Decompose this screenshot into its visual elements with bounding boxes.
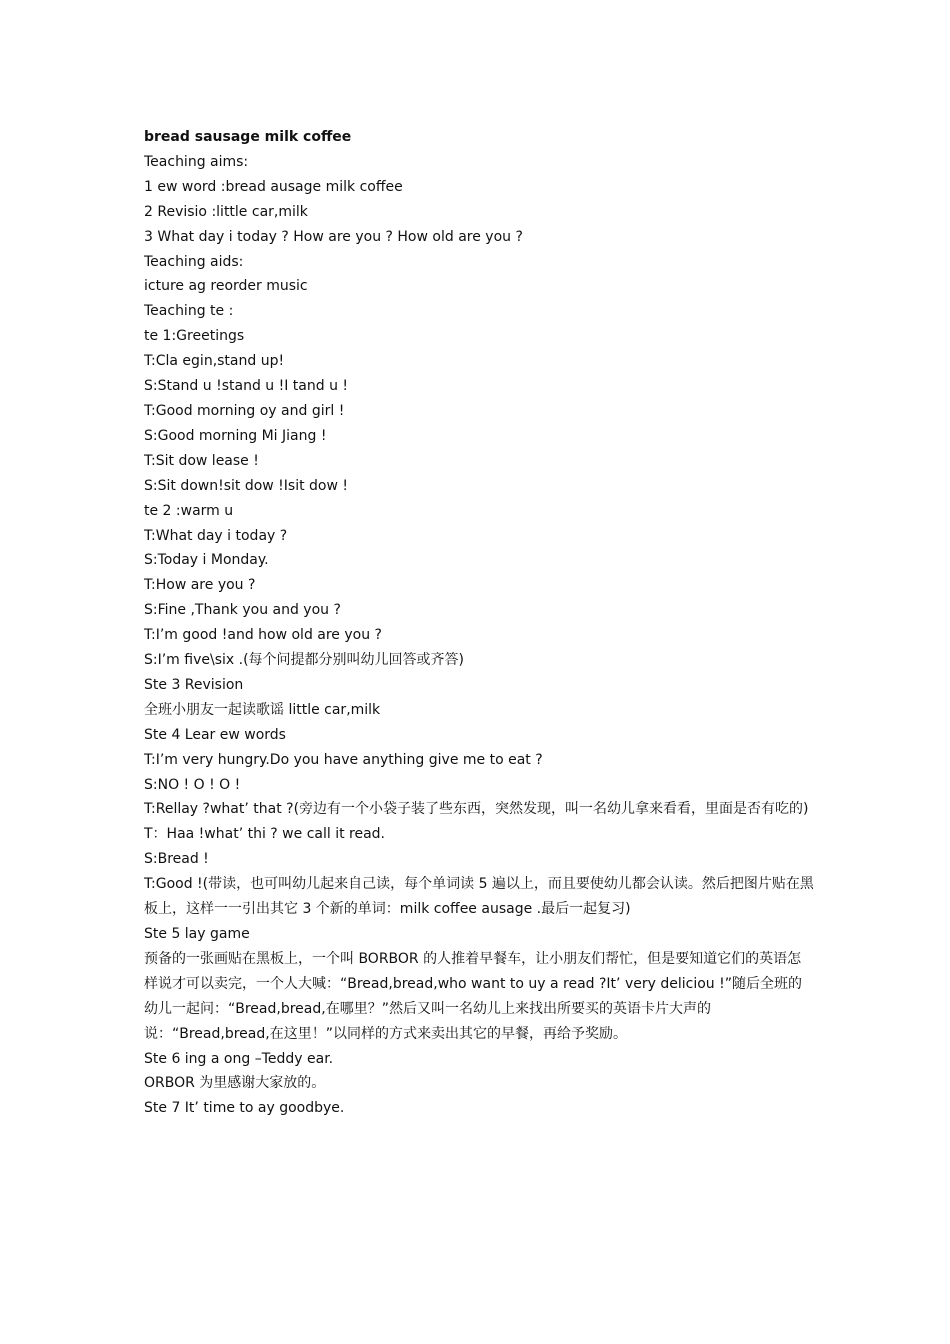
paragraph: 1 ew word :bread ausage milk coffee (144, 178, 403, 195)
paragraph: T：Haa !what’ thi ? we call it read. (144, 826, 386, 843)
paragraph: Ste 7 It’ time to ay goodbye. (144, 1100, 345, 1117)
paragraph: te 1:Greetings (144, 328, 245, 345)
paragraph: T:Sit dow lease ! (144, 452, 259, 469)
paragraph: Teaching aims: (144, 153, 249, 170)
paragraph: S:Bread ! (144, 851, 209, 868)
paragraph: 预备的一张画贴在黑板上，一个叫 BORBOR 的人推着早餐车，让小朋友们帮忙，但是要知道它们的英语怎样说才可以卖完，一个人大喊：“Bread,bread,who want to uy a read ?It’ very deliciou !”随后全班的幼儿一起问：“Bread,bread,在哪里？”然后又叫一名幼儿上来找出所要买的英语卡片大声的说：“Bread,bread,在这里！”以同样的方式来卖出其它的早餐，再给予奖励。 (144, 950, 802, 1042)
paragraph: T:What day i today ? (144, 527, 288, 544)
paragraph: ORBOR 为里感谢大家放的。 (144, 1075, 326, 1092)
paragraph: S:Stand u !stand u !I tand u ! (144, 378, 349, 395)
paragraph: T:Good !(带读，也可叫幼儿起来自己读，每个单词读 5 遍以上，而且要使幼儿都会认读。然后把图片贴在黑板上，这样一一引出其它 3 个新的单词：milk coffee ausage .最后一起复习) (144, 876, 814, 918)
paragraph: Ste 4 Lear ew words (144, 726, 286, 743)
paragraph: S:NO ! O ! O ! (144, 776, 241, 793)
paragraph: Ste 3 Revision (144, 676, 244, 693)
paragraph: te 2 :warm u (144, 502, 234, 519)
paragraph: Ste 6 ing a ong –Teddy ear. (144, 1050, 334, 1067)
paragraph: T:Rellay ?what’ that ?(旁边有一个小袋子装了些东西，突然发现，叫一名幼儿拿来看看，里面是否有吃的) (144, 801, 809, 818)
paragraph: icture ag reorder music (144, 278, 308, 295)
paragraph: S:Fine ,Thank you and you ? (144, 602, 341, 619)
paragraph: Teaching te : (144, 303, 234, 320)
document-title: bread sausage milk coffee (144, 129, 352, 145)
paragraph: 2 Revisio :little car,milk (144, 203, 308, 220)
paragraph: T:How are you ? (144, 577, 256, 594)
paragraph: S:Good morning Mi Jiang ! (144, 427, 327, 444)
paragraph: S:Today i Monday. (144, 552, 269, 569)
paragraph: 3 What day i today ? How are you ? How old are you ? (144, 228, 523, 245)
document-page (144, 125, 814, 1121)
paragraph: T:I’m very hungry.Do you have anything give me to eat ? (144, 751, 543, 768)
paragraph: S:I’m five\six .(每个问提都分别叫幼儿回答或齐答) (144, 652, 464, 669)
paragraph: S:Sit down!sit dow !Isit dow ! (144, 477, 349, 494)
paragraph: T:Good morning oy and girl ! (144, 402, 345, 419)
paragraph: T:I’m good !and how old are you ? (144, 627, 382, 644)
paragraph: 全班小朋友一起读歌谣 little car,milk (144, 701, 381, 718)
paragraph: Ste 5 lay game (144, 926, 250, 942)
paragraph: T:Cla egin,stand up! (144, 353, 285, 370)
paragraph: Teaching aids: (144, 253, 244, 270)
